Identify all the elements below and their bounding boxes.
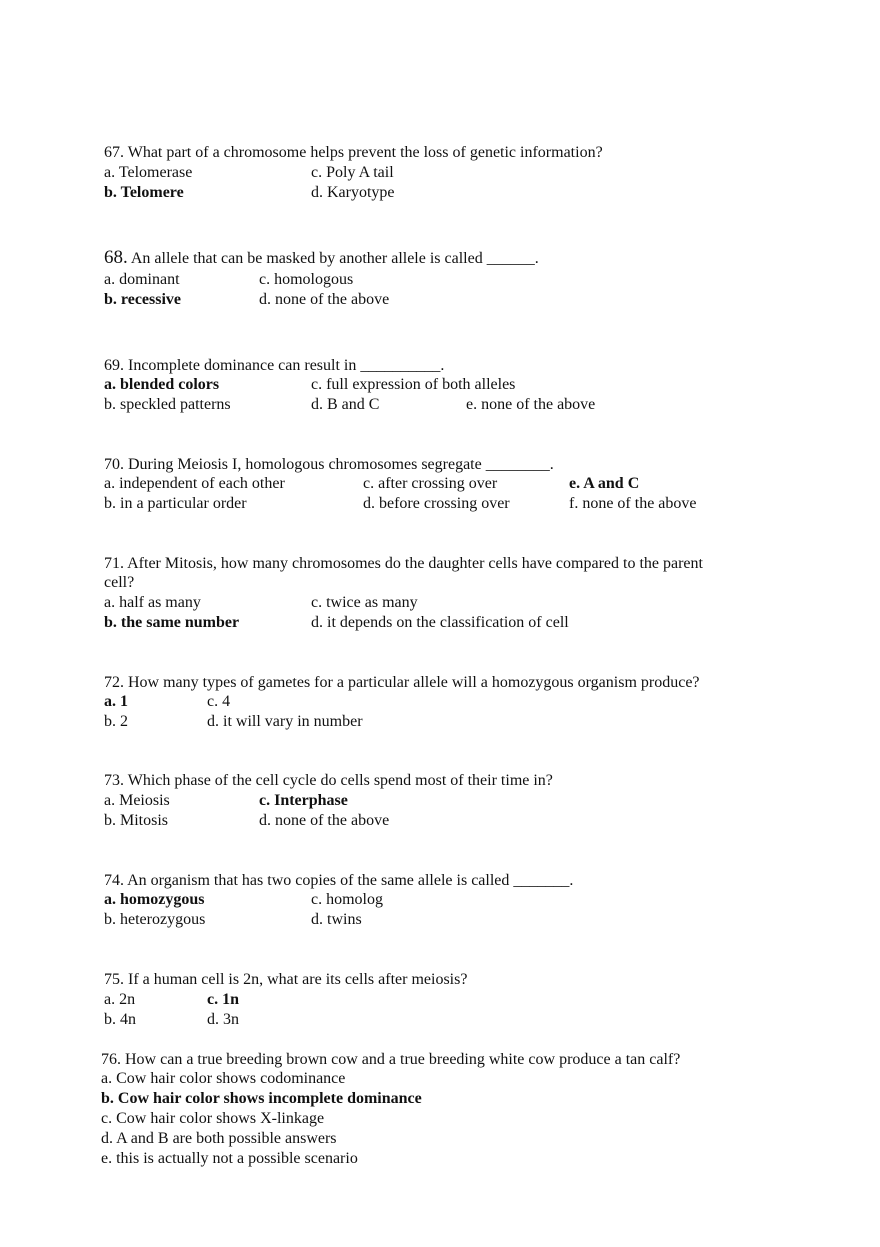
q75-option-d: d. 3n [207, 1011, 239, 1028]
q76-option-a: a. Cow hair color shows codominance [101, 1070, 346, 1087]
q76-stem: 76. How can a true breeding brown cow and a true breeding white cow produce a tan calf? [101, 1051, 681, 1068]
q71-stem-line1: 71. After Mitosis, how many chromosomes do the daughter cells have compared to the parent [104, 555, 703, 572]
q67-stem: 67. What part of a chromosome helps prevent the loss of genetic information? [104, 144, 603, 161]
q68-option-d: d. none of the above [259, 291, 390, 308]
q70-option-d: d. before crossing over [363, 495, 510, 512]
q71-option-b-answer: b. the same number [104, 614, 240, 631]
q67-option-a: a. Telomerase [104, 164, 193, 181]
q73-option-b: b. Mitosis [104, 812, 169, 829]
q71-option-d: d. it depends on the classification of cell [311, 614, 569, 631]
q71-option-c: c. twice as many [311, 594, 418, 611]
q72-option-c: c. 4 [207, 693, 231, 710]
q69-option-a-answer: a. blended colors [104, 376, 220, 393]
q74-stem: 74. An organism that has two copies of the same allele is called _______. [104, 872, 574, 889]
q75-option-a: a. 2n [104, 991, 136, 1008]
q68-stem [104, 248, 539, 269]
q70-option-c: c. after crossing over [363, 475, 498, 492]
q72-option-b: b. 2 [104, 713, 128, 730]
q76-option-d: d. A and B are both possible answers [101, 1130, 337, 1147]
q76-option-c: c. Cow hair color shows X-linkage [101, 1110, 325, 1127]
q75-stem: 75. If a human cell is 2n, what are its cells after meiosis? [104, 971, 468, 988]
q70-option-b: b. in a particular order [104, 495, 247, 512]
q69-option-e: e. none of the above [466, 396, 596, 413]
q72-option-d: d. it will vary in number [207, 713, 363, 730]
q72-stem: 72. How many types of gametes for a particular allele will a homozygous organism produce? [104, 674, 700, 691]
q74-option-b: b. heterozygous [104, 911, 206, 928]
q69-stem: 69. Incomplete dominance can result in __________. [104, 357, 445, 374]
q75-option-c-answer: c. 1n [207, 991, 239, 1008]
q70-option-a: a. independent of each other [104, 475, 285, 492]
q73-stem: 73. Which phase of the cell cycle do cells spend most of their time in? [104, 772, 553, 789]
q67-option-c: c. Poly A tail [311, 164, 394, 181]
q74-option-d: d. twins [311, 911, 362, 928]
q68-number: 68. [104, 247, 128, 268]
q73-option-c-answer: c. Interphase [259, 792, 348, 809]
q73-option-d: d. none of the above [259, 812, 390, 829]
q68-option-c: c. homologous [259, 271, 354, 288]
q75-option-b: b. 4n [104, 1011, 136, 1028]
q71-stem-line2: cell? [104, 574, 135, 591]
q70-stem: 70. During Meiosis I, homologous chromosomes segregate ________. [104, 456, 554, 473]
q67-option-b-answer: b. Telomere [104, 184, 184, 201]
q70-option-e-answer: e. A and C [569, 475, 640, 492]
q76-option-b-answer: b. Cow hair color shows incomplete dominance [101, 1090, 422, 1107]
q67-option-d: d. Karyotype [311, 184, 395, 201]
q73-option-a: a. Meiosis [104, 792, 170, 809]
q69-option-b: b. speckled patterns [104, 396, 231, 413]
q72-option-a-answer: a. 1 [104, 693, 128, 710]
q68-option-b-answer: b. recessive [104, 291, 182, 308]
q71-option-a: a. half as many [104, 594, 201, 611]
q69-option-c: c. full expression of both alleles [311, 376, 516, 393]
q74-option-a-answer: a. homozygous [104, 891, 205, 908]
q70-option-f: f. none of the above [569, 495, 697, 512]
q68-stem-text: An allele that can be masked by another allele is called ______. [127, 250, 539, 267]
q68-option-a: a. dominant [104, 271, 180, 288]
q76-option-e: e. this is actually not a possible scenario [101, 1150, 358, 1167]
q69-option-d: d. B and C [311, 396, 380, 413]
q74-option-c: c. homolog [311, 891, 383, 908]
